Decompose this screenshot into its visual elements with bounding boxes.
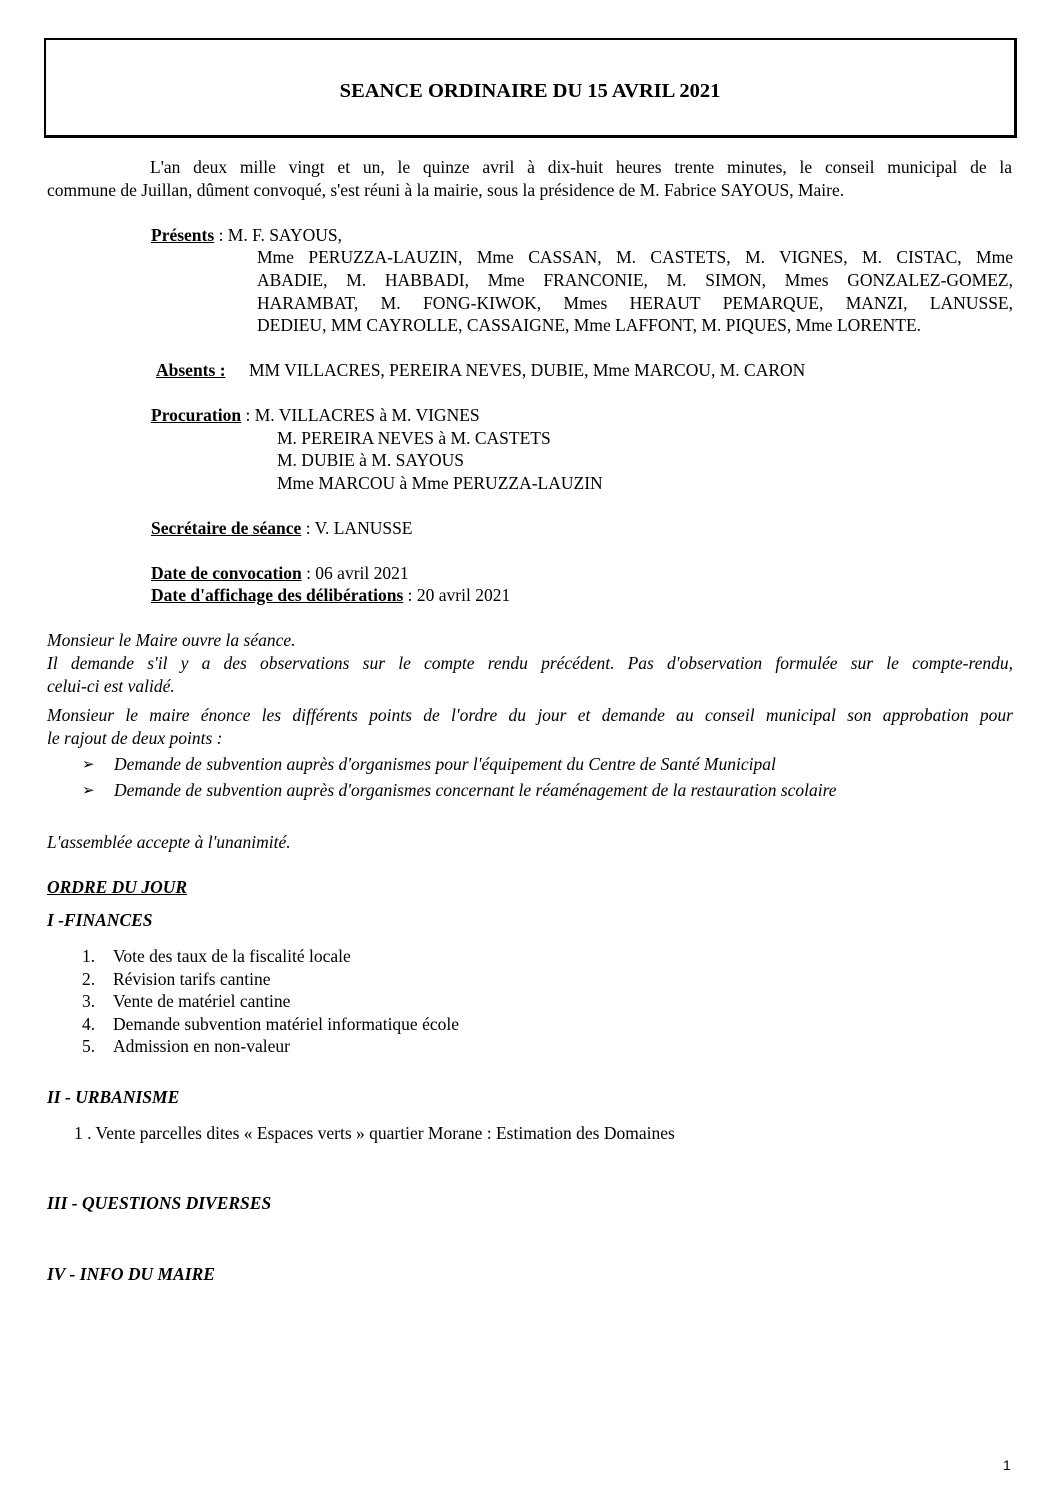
bullet-arrow-icon: ➢ bbox=[82, 781, 95, 799]
intro-line-1: L'an deux mille vingt et un, le quinze avril à dix-huit heures trente minutes, le conseil municipal de la bbox=[150, 157, 1012, 177]
finances-item-number: 5. bbox=[82, 1036, 96, 1056]
urbanisme-item: 1 . Vente parcelles dites « Espaces verts » quartier Morane : Estimation des Domaines bbox=[74, 1123, 675, 1143]
finances-item: Vote des taux de la fiscalité locale bbox=[113, 946, 351, 966]
finances-item: Demande subvention matériel informatique école bbox=[113, 1014, 459, 1034]
date-affichage: Date d'affichage des délibérations : 20 avril 2021 bbox=[151, 585, 511, 605]
acceptance-text: L'assemblée accepte à l'unanimité. bbox=[47, 832, 291, 852]
presents-list-line-4: DEDIEU, MM CAYROLLE, CASSAIGNE, Mme LAFFONT, M. PIQUES, Mme LORENTE. bbox=[257, 315, 922, 335]
absents-text: MM VILLACRES, PEREIRA NEVES, DUBIE, Mme MARCOU, M. CARON bbox=[249, 360, 806, 380]
finances-item: Vente de matériel cantine bbox=[113, 991, 291, 1011]
urbanisme-heading: II - URBANISME bbox=[47, 1087, 180, 1107]
date-convocation: Date de convocation : 06 avril 2021 bbox=[151, 563, 409, 583]
bullet-arrow-icon: ➢ bbox=[82, 755, 95, 773]
procuration-line-4: Mme MARCOU à Mme PERUZZA-LAUZIN bbox=[277, 473, 603, 493]
opening-bullet-2: Demande de subvention auprès d'organismes concernant le réaménagement de la restauration scolaire bbox=[114, 780, 837, 800]
finances-item-number: 1. bbox=[82, 946, 96, 966]
document-title: SEANCE ORDINAIRE DU 15 AVRIL 2021 bbox=[339, 80, 721, 102]
presents-lead: : M. F. SAYOUS, bbox=[214, 225, 342, 245]
finances-item-number: 4. bbox=[82, 1014, 96, 1034]
info-maire-heading: IV - INFO DU MAIRE bbox=[47, 1264, 215, 1284]
intro-line-2: commune de Juillan, dûment convoqué, s'est réuni à la mairie, sous la présidence de M. Fabrice SAYOUS, Maire. bbox=[47, 180, 845, 200]
opening-line-3: celui-ci est validé. bbox=[47, 676, 175, 696]
secretaire-value: : V. LANUSSE bbox=[301, 518, 413, 538]
opening-line-4: Monsieur le maire énonce les différents points de l'ordre du jour et demande au conseil municipal son approbation pour bbox=[47, 705, 1013, 725]
absents-label: Absents : bbox=[156, 360, 226, 380]
procuration-label: Procuration bbox=[151, 405, 242, 425]
secretaire-line bbox=[151, 518, 413, 539]
procuration-line bbox=[151, 405, 480, 426]
questions-diverses-heading: III - QUESTIONS DIVERSES bbox=[47, 1193, 272, 1213]
procuration-line-3: M. DUBIE à M. SAYOUS bbox=[277, 450, 465, 470]
finances-item: Admission en non-valeur bbox=[113, 1036, 290, 1056]
opening-line-2: Il demande s'il y a des observations sur le compte rendu précédent. Pas d'observation formulée sur le compte-rendu, bbox=[47, 653, 1013, 673]
presents-list-line-2: ABADIE, M. HABBADI, Mme FRANCONIE, M. SIMON, Mmes GONZALEZ-GOMEZ, bbox=[257, 270, 1013, 290]
ordre-du-jour-heading: ORDRE DU JOUR bbox=[47, 877, 188, 897]
presents-label: Présents bbox=[151, 225, 215, 245]
opening-line-5: le rajout de deux points : bbox=[47, 728, 223, 748]
finances-item: Révision tarifs cantine bbox=[113, 969, 271, 989]
presents-list-line-3: HARAMBAT, M. FONG-KIWOK, Mmes HERAUT PEMARQUE, MANZI, LANUSSE, bbox=[257, 293, 1013, 313]
opening-bullet-1: Demande de subvention auprès d'organismes pour l'équipement du Centre de Santé Municipal bbox=[114, 754, 776, 774]
presents-line bbox=[151, 225, 342, 246]
finances-item-number: 2. bbox=[82, 969, 96, 989]
finances-item-number: 3. bbox=[82, 991, 96, 1011]
title-box bbox=[44, 38, 1017, 138]
secretaire-label: Secrétaire de séance bbox=[151, 518, 302, 538]
page-number: 1 bbox=[1003, 1457, 1011, 1473]
procuration-line-2: M. PEREIRA NEVES à M. CASTETS bbox=[277, 428, 551, 448]
procuration-lead: : M. VILLACRES à M. VIGNES bbox=[241, 405, 480, 425]
opening-line-1: Monsieur le Maire ouvre la séance. bbox=[47, 630, 296, 650]
finances-heading: I -FINANCES bbox=[47, 910, 153, 930]
presents-list-line-1: Mme PERUZZA-LAUZIN, Mme CASSAN, M. CASTETS, M. VIGNES, M. CISTAC, Mme bbox=[257, 247, 1013, 267]
